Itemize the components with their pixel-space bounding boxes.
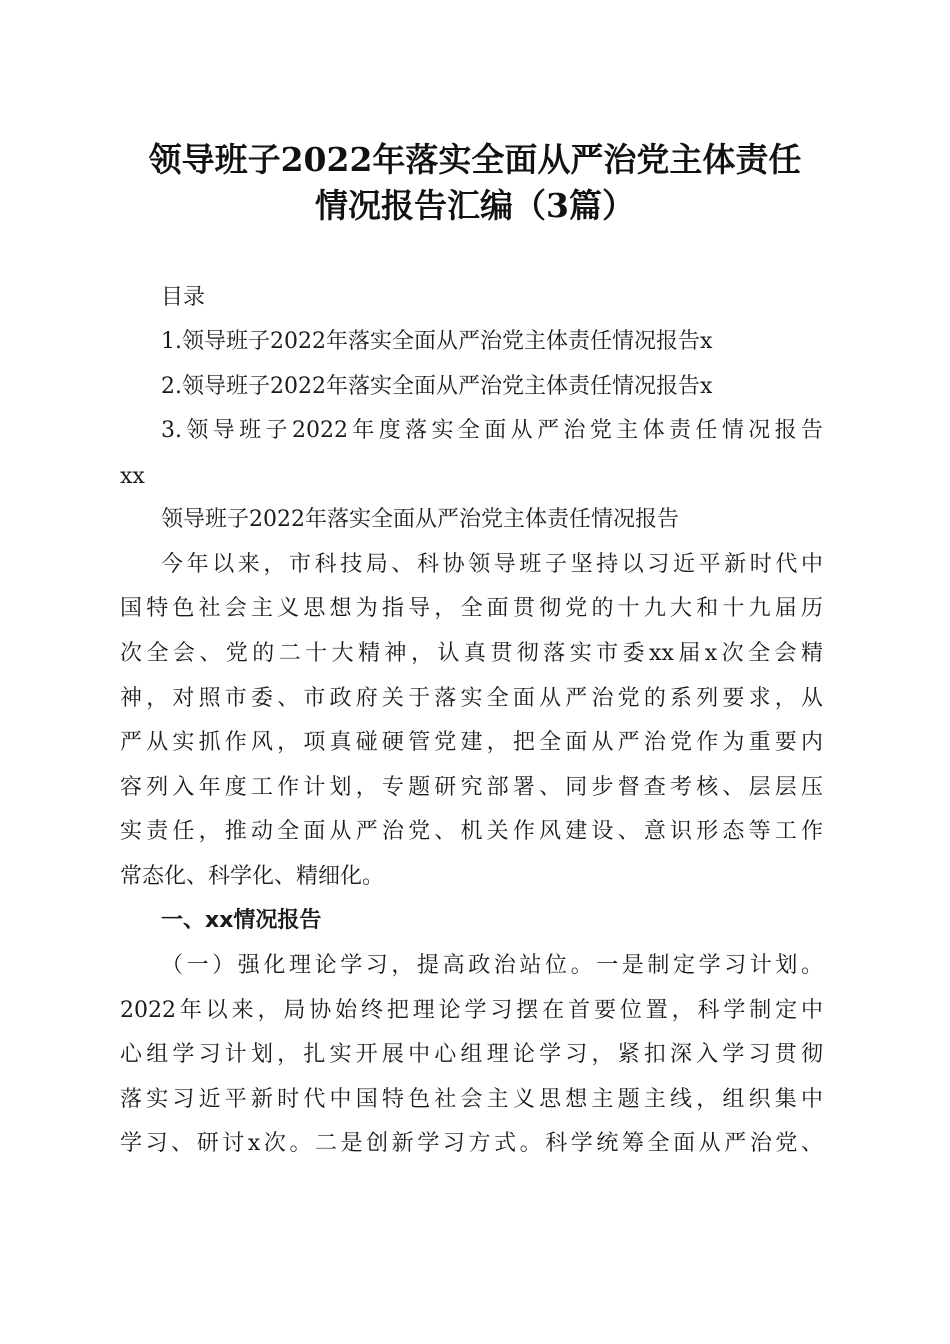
toc-heading: 目录 [161,285,206,310]
intro-line-5: 严从实抓作风，项真碰硬管党建，把全面从严治党作为重要内 [120,730,823,755]
intro-line-1: 今年以来，市科技局、科协领导班子坚持以习近平新时代中 [161,552,823,577]
document-title-line-1: 领导班子2022年落实全面从严治党主体责任 [148,140,802,179]
intro-line-4: 神，对照市委、市政府关于落实全面从严治党的系列要求，从 [120,686,823,711]
document-title-line-2: 情况报告汇编（3篇） [315,186,635,225]
section-line-5: 学习、研讨x次。二是创新学习方式。科学统筹全面从严治党、 [120,1131,823,1156]
section-line-4: 落实习近平新时代中国特色社会主义思想主题主线，组织集中 [120,1087,823,1112]
intro-line-6: 容列入年度工作计划，专题研究部署、同步督查考核、层层压 [120,775,823,800]
toc-item-1: 1.领导班子2022年落实全面从严治党主体责任情况报告x [161,329,713,354]
toc-item-2: 2.领导班子2022年落实全面从严治党主体责任情况报告x [161,374,713,399]
section-line-2: 2022年以来，局协始终把理论学习摆在首要位置，科学制定中 [120,998,823,1023]
section-heading: 一、xx情况报告 [161,908,322,933]
report-title: 领导班子2022年落实全面从严治党主体责任情况报告 [161,507,679,532]
intro-line-2: 国特色社会主义思想为指导，全面贯彻党的十九大和十九届历 [120,596,823,621]
section-line-1: （一）强化理论学习，提高政治站位。一是制定学习计划。 [161,953,823,978]
intro-line-3: 次全会、党的二十大精神，认真贯彻落实市委xx届x次全会精 [120,641,823,666]
toc-item-3: 3.领导班子2022年度落实全面从严治党主体责任情况报告 [161,418,823,443]
toc-item-3-continued: xx [120,464,145,489]
intro-line-8: 常态化、科学化、精细化。 [120,864,385,889]
section-line-3: 心组学习计划，扎实开展中心组理论学习，紧扣深入学习贯彻 [120,1042,823,1067]
intro-line-7: 实责任，推动全面从严治党、机关作风建设、意识形态等工作 [120,819,823,844]
